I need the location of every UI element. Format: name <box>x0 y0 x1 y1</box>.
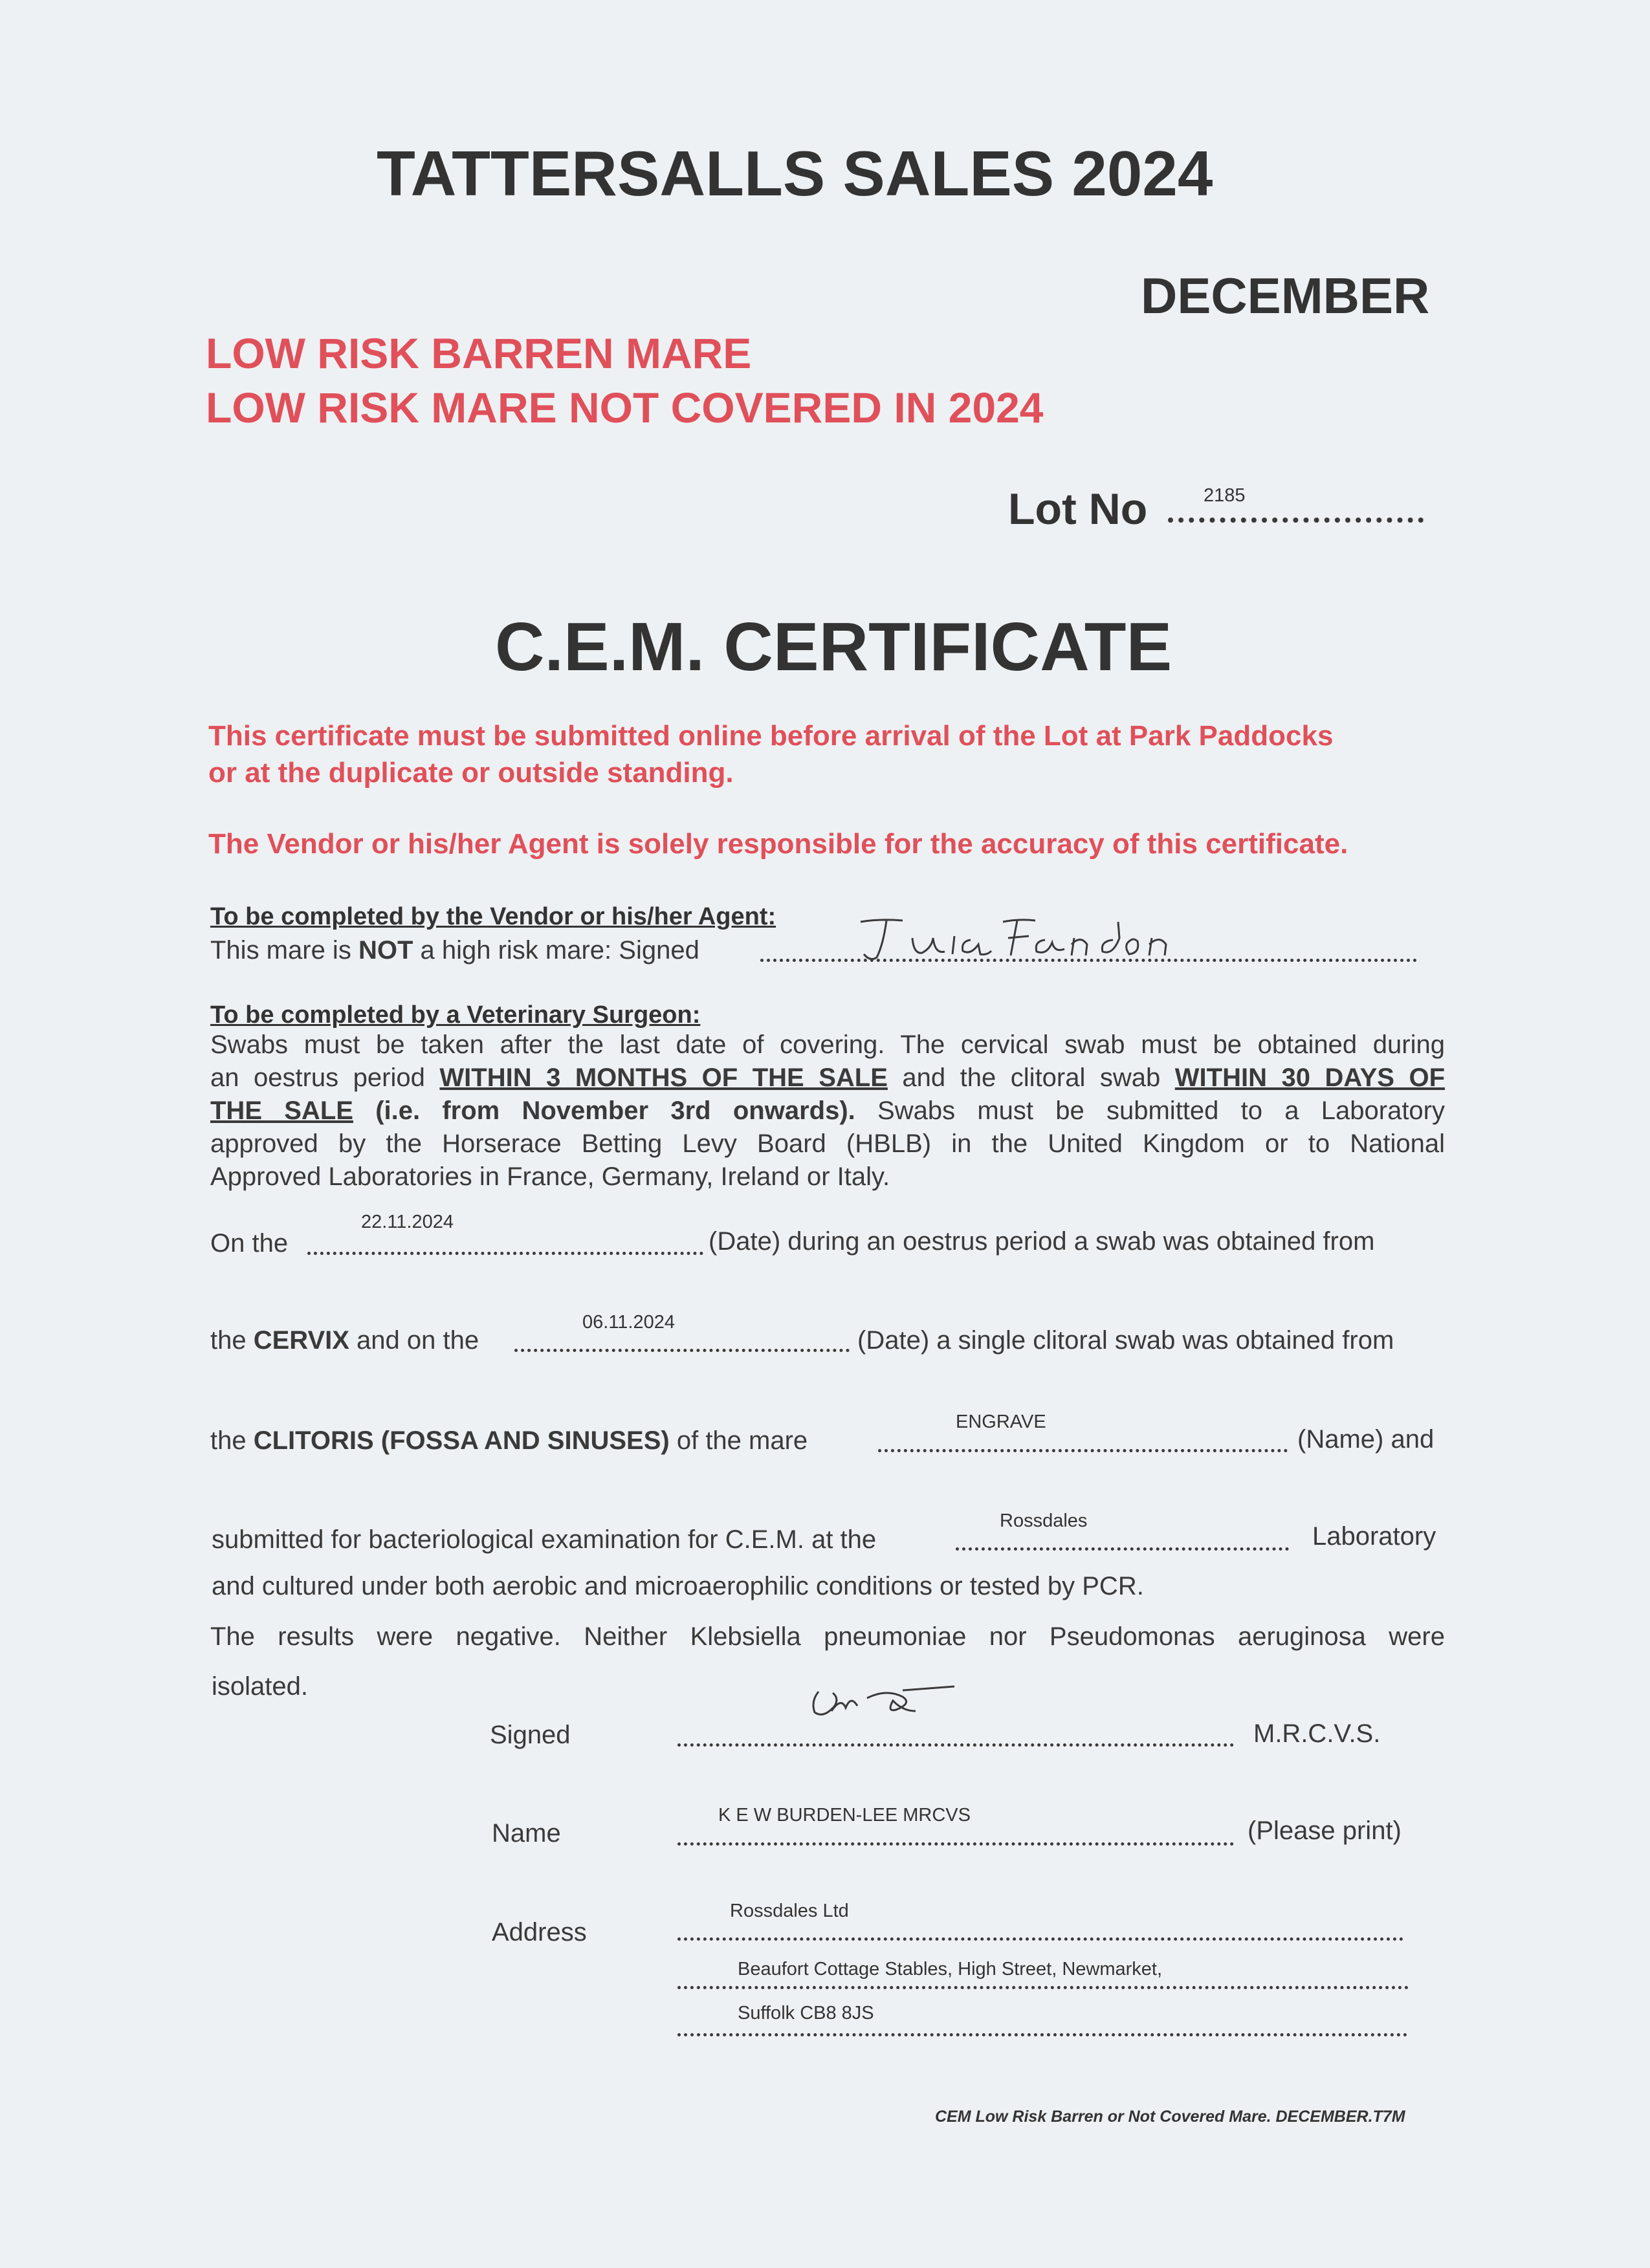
clitoris-a: the <box>210 1426 254 1455</box>
vet-instructions-line-1: Swabs must be taken after the last date of covering. The cervical swab must be obtained during <box>210 1030 1445 1059</box>
results-line-2: isolated. <box>212 1672 308 1701</box>
cervix-date-line <box>307 1252 703 1255</box>
laboratory-name-value: Rossdales <box>1000 1510 1088 1531</box>
lot-number-dotted-line <box>1168 518 1424 523</box>
submitted-text: submitted for bacteriological examination for C.E.M. at the <box>212 1525 877 1554</box>
address-line-3 <box>677 2033 1407 2036</box>
vet-section-heading: To be completed by a Veterinary Surgeon: <box>210 1001 701 1029</box>
category-line-2: LOW RISK MARE NOT COVERED IN 2024 <box>206 384 1044 431</box>
category-line-1: LOW RISK BARREN MARE <box>206 329 752 377</box>
clitoris-c: of the mare <box>669 1426 808 1455</box>
cervix-a: the <box>210 1326 254 1355</box>
cervix-bold: CERVIX <box>253 1326 349 1355</box>
mare-name-value: ENGRAVE <box>956 1412 1046 1432</box>
date-oestrus-text: (Date) during an oestrus period a swab was obtained from <box>709 1227 1375 1256</box>
address-line-1 <box>677 1937 1403 1941</box>
vet-signature-line <box>677 1743 1234 1747</box>
vendor-statement-prefix: This mare is <box>210 936 358 965</box>
the-sale: THE SALE <box>210 1096 353 1125</box>
instr-2a: an oestrus period <box>210 1063 440 1092</box>
november-3rd: (i.e. from November 3rd onwards). <box>353 1096 855 1125</box>
certificate-title: C.E.M. CERTIFICATE <box>495 609 1172 685</box>
mare-name-line <box>878 1449 1288 1452</box>
address-line-2 <box>677 1986 1409 1989</box>
sales-title: TATTERSALLS SALES 2024 <box>377 138 1213 209</box>
cultured-text: and cultured under both aerobic and microaerophilic conditions or tested by PCR. <box>212 1572 1144 1600</box>
vet-instructions-line-5: Approved Laboratories in France, Germany, Ireland or Italy. <box>210 1162 890 1191</box>
cervix-date-value: 22.11.2024 <box>361 1212 454 1232</box>
responsibility-notice: The Vendor or his/her Agent is solely responsible for the accuracy of this certificate. <box>208 828 1348 860</box>
name-and-text: (Name) and <box>1297 1425 1435 1454</box>
submission-notice-line-1: This certificate must be submitted online before arrival of the Lot at Park Paddocks <box>208 720 1334 752</box>
address-line-2-value: Beaufort Cottage Stables, High Street, Newmarket, <box>738 1959 1163 1979</box>
cervix-line <box>210 1326 479 1355</box>
clitoral-date-line <box>514 1349 850 1352</box>
address-label: Address <box>492 1918 587 1946</box>
laboratory-label: Laboratory <box>1312 1522 1436 1551</box>
vendor-statement-suffix: a high risk mare: Signed <box>413 936 699 965</box>
lot-number-value: 2185 <box>1204 485 1246 506</box>
date-clitoral-text: (Date) a single clitoral swab was obtained from <box>857 1326 1394 1355</box>
form-code-footer: CEM Low Risk Barren or Not Covered Mare. DECEMBER.T7M <box>935 2108 1405 2126</box>
address-line-1-value: Rossdales Ltd <box>730 1901 849 1921</box>
vendor-signature <box>841 909 1229 967</box>
vet-name-label: Name <box>492 1819 561 1848</box>
vet-instructions-line-4: approved by the Horserace Betting Levy Board (HBLB) in the United Kingdom or to National <box>210 1129 1445 1158</box>
vendor-statement <box>210 936 699 965</box>
vendor-statement-not: NOT <box>358 936 413 965</box>
vet-instructions-line-3 <box>210 1095 1445 1128</box>
mrcvs-label: M.R.C.V.S. <box>1253 1719 1381 1748</box>
lot-number-label: Lot No <box>1008 485 1148 534</box>
instr-2c: and the clitoral swab <box>887 1063 1175 1092</box>
vet-signature <box>806 1672 961 1730</box>
within-30-days: WITHIN 30 DAYS OF <box>1174 1063 1445 1092</box>
clitoris-line <box>210 1426 808 1456</box>
address-line-3-value: Suffolk CB8 8JS <box>738 2003 874 2023</box>
results-line-1: The results were negative. Neither Klebsiella pneumoniae nor Pseudomonas aeruginosa were <box>210 1622 1445 1651</box>
on-the-label: On the <box>210 1229 289 1258</box>
submission-notice-line-2: or at the duplicate or outside standing. <box>208 757 734 789</box>
vet-name-value: K E W BURDEN-LEE MRCVS <box>718 1805 971 1826</box>
vendor-section-heading: To be completed by the Vendor or his/her Agent: <box>210 903 776 930</box>
please-print-label: (Please print) <box>1248 1816 1402 1845</box>
laboratory-line <box>956 1547 1289 1551</box>
within-3-months: WITHIN 3 MONTHS OF THE SALE <box>439 1063 888 1092</box>
instr-3c: Swabs must be submitted to a Laboratory <box>855 1096 1446 1125</box>
cervix-c: and on the <box>349 1326 479 1355</box>
clitoral-date-value: 06.11.2024 <box>582 1312 675 1333</box>
vet-name-line <box>677 1842 1234 1846</box>
clitoris-bold: CLITORIS (FOSSA AND SINUSES) <box>253 1426 670 1455</box>
sale-month: DECEMBER <box>1141 267 1430 324</box>
vet-signed-label: Signed <box>490 1721 571 1749</box>
vet-instructions-line-2 <box>210 1062 1445 1095</box>
